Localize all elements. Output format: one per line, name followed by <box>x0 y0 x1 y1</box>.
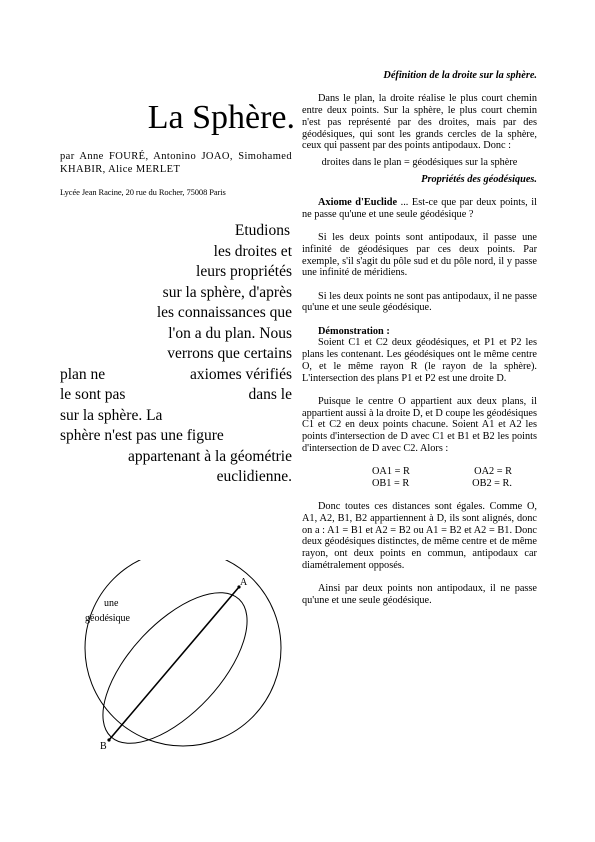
axiom-question: ... Est-ce que par deux points, il ne passe qu'une et une seule géodésique ? <box>302 197 537 220</box>
paragraph-antipodal: Si les deux points sont antipodaux, il passe une infinité de géodésiques par ces deux points. Par exemple, s'il s'agit du pôle sud et du pôle nord, il y passe une infinité de méridiens. <box>302 232 537 279</box>
caption-line-2: géodésique <box>85 613 130 624</box>
intro-line: l'on a du plan. Nous <box>168 324 292 342</box>
sphere-diagram <box>60 560 300 760</box>
intro-line: sur la sphère, d'après <box>162 283 292 301</box>
intro-line: euclidienne. <box>216 468 292 485</box>
paragraph-not-antipodal: Si les deux points ne sont pas antipodaux, il ne passe qu'une et une seule géodésique. <box>302 290 537 314</box>
key-equation: droites dans le plan = géodésiques sur la sphère <box>321 156 518 168</box>
intro-line: leurs propriétés <box>196 263 292 280</box>
demonstration-label: Démonstration : <box>318 325 390 337</box>
paragraph-conclusion: Ainsi par deux points non antipodaux, il ne passe qu'une et une seule géodésique. <box>302 583 537 606</box>
formula: OB2 = R. <box>472 477 512 489</box>
intro-fragment: axiomes vérifiés <box>189 365 292 383</box>
section-heading-definition: Définition de la droite sur la sphère. <box>383 70 537 81</box>
section-heading-properties: Propriétés des géodésiques. <box>421 173 537 185</box>
formula-row <box>372 478 512 490</box>
intro-line <box>60 365 292 386</box>
intro-fragment: le sont pas <box>60 386 126 403</box>
intro-line: sur la sphère. La <box>60 406 163 424</box>
distance-formulas <box>372 466 512 489</box>
intro-line: les connaissances que <box>156 304 292 321</box>
intro-line: sphère n'est pas une figure <box>60 427 224 444</box>
paragraph-axiom <box>302 197 537 220</box>
paragraph-centre: Puisque le centre O appartient aux deux plans, il appartient aussi à la droite D, et D coupe les géodésiques C1 et C2 en deux points chacune. Soient A1 et A2 les points d'intersection de D avec C1 et B1 et B2 les points d'intersection de D avec C2. Alors : <box>302 395 537 454</box>
sphere-figure <box>60 560 300 760</box>
formula-row <box>372 466 512 478</box>
intro-line: les droites et <box>213 242 292 260</box>
point-b <box>107 738 110 741</box>
axiom-label: Axiome d'Euclide <box>318 197 398 208</box>
page-title: La Sphère. <box>147 99 295 136</box>
intro-text <box>60 221 292 488</box>
paragraph-distances: Donc toutes ces distances sont égales. Comme O, A1, A2, B1, B2 appartiennent à D, ils sont alignés, donc on a : A1 = B1 et A2 = B2 ou A1 = B2 et A2 = B1. Donc deux géodésiques distinctes, de même centre et de même rayon, ont deux points en commun, antipodaux car diamétralement opposés. <box>302 501 537 571</box>
intro-fragment: dans le <box>248 386 292 403</box>
intro-line <box>60 385 292 406</box>
right-column <box>302 70 537 607</box>
intro-fragment: plan ne <box>60 365 106 383</box>
formula: OB1 = R <box>372 477 410 489</box>
paragraph-demonstration: Soient C1 et C2 deux géodésiques, et P1 et P2 les plans les contenant. Les géodésiques ont le même centre O, et le même rayon R (le rayon de la sphère). L'intersection des plans P1 et P2 est une droite D. <box>302 337 537 384</box>
intro-line: Etudions <box>234 222 290 239</box>
demonstration-heading <box>302 326 537 338</box>
intro-line: verrons que certains <box>167 345 292 362</box>
caption-line-1: une <box>104 598 119 609</box>
formula: OA2 = R <box>474 466 512 478</box>
intro-line: appartenant à la géométrie <box>128 447 292 465</box>
formula: OA1 = R <box>372 466 410 478</box>
school-address: Lycée Jean Racine, 20 rue du Rocher, 75008 Paris <box>60 187 226 197</box>
label-a: A <box>240 577 248 588</box>
paragraph-definition: Dans le plan, la droite réalise le plus court chemin entre deux points. Sur la sphère, le plus court chemin n'est pas représenté par des droites, mais par des géodésiques, qui sont les grands cercles de la sphère, ceux qui passent par des points antipodaux. Donc : <box>302 93 537 152</box>
label-b: B <box>100 741 107 752</box>
authors: par Anne FOURÉ, Antonino JOAO, Simohamed KHABIR, Alice MERLET <box>60 151 292 175</box>
